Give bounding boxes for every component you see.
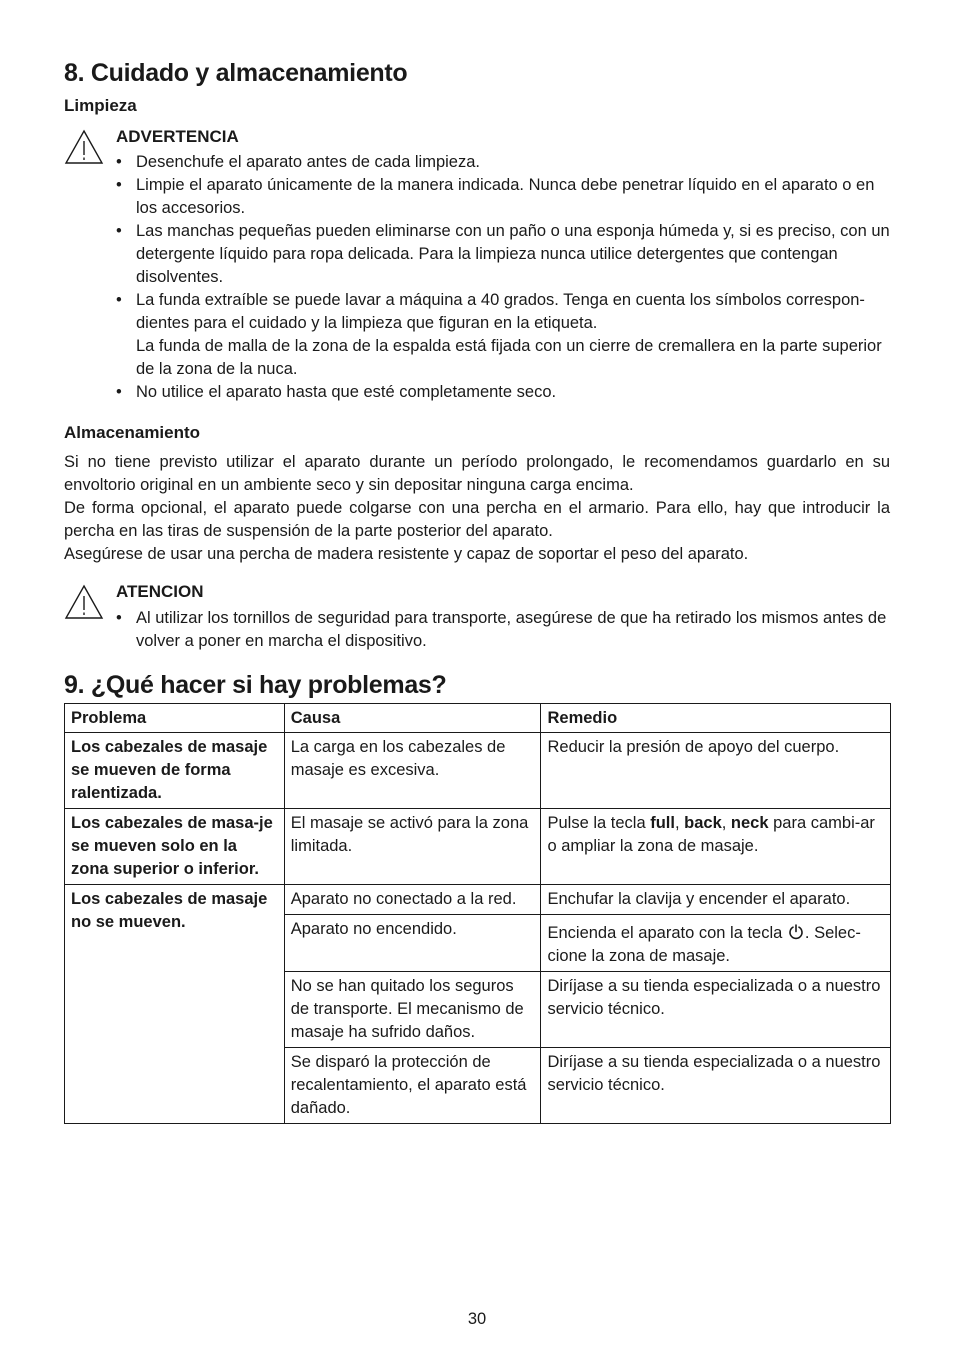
problem-cell: Los cabezales de masa-je se mueven solo en la zona superior o inferior. (65, 809, 285, 885)
table-header-row (65, 704, 891, 733)
cause-cell: Aparato no conectado a la red. (284, 885, 541, 915)
section-9-title: 9. ¿Qué hacer si hay problemas? (64, 671, 447, 699)
caution-title: ATENCION (116, 582, 204, 601)
remedy-text: para cambi-ar o ampliar la zona de masaje. (547, 814, 875, 855)
section-8-title: 8. Cuidado y almacenamiento (64, 59, 408, 87)
cause-cell: No se han quitado los seguros de transporte. El mecanismo de masaje ha sufrido daños. (284, 972, 541, 1048)
table-row (65, 885, 891, 915)
paragraph: Asegúrese de usar una percha de madera resistente y capaz de soportar el peso del aparato. (64, 545, 749, 563)
remedy-cell: Diríjase a su tienda especializada o a nuestro servicio técnico. (541, 1048, 891, 1124)
table-row (65, 809, 891, 885)
list-item-continuation: La funda de malla de la zona de la espalda está fijada con un cierre de cremallera en la parte superior de la zona de la nuca. (136, 337, 882, 378)
list-item: • Al utilizar los tornillos de seguridad para transporte, asegúrese de que ha retirado los mismos antes de volver a poner en marcha el dispositivo. (116, 607, 890, 653)
cleaning-warning-list (116, 151, 890, 404)
problem-cell: Los cabezales de masaje se mueven de forma ralentizada. (65, 733, 285, 809)
column-header-cause: Causa (284, 704, 541, 733)
list-item (116, 289, 890, 381)
cause-cell: La carga en los cabezales de masaje es excesiva. (284, 733, 541, 809)
list-item: • Desenchufe el aparato antes de cada limpieza. (116, 151, 890, 174)
paragraph: Si no tiene previsto utilizar el aparato durante un período prolongado, le recomendamos guardarlo en su envoltorio original en un ambiente seco y sin depositar ninguna carga encima. (64, 453, 890, 494)
remedy-text: , (721, 814, 731, 832)
column-header-remedy: Remedio (541, 704, 891, 733)
warning-triangle-icon (64, 129, 104, 165)
power-icon (788, 924, 804, 940)
remedy-text: Encienda el aparato con la tecla (547, 924, 787, 942)
storage-paragraphs (64, 451, 890, 566)
remedy-text: Pulse la tecla (547, 814, 651, 832)
key-back-label: back (684, 814, 722, 832)
remedy-cell: Reducir la presión de apoyo del cuerpo. (541, 733, 891, 809)
key-full-label: full (650, 814, 675, 832)
remedy-cell: Enchufar la clavija y encender el aparato. (541, 885, 891, 915)
key-neck-label: neck (730, 814, 769, 832)
cause-cell: Aparato no encendido. (284, 915, 541, 972)
storage-heading: Almacenamiento (64, 423, 201, 442)
remedy-cell: Diríjase a su tienda especializada o a nuestro servicio técnico. (541, 972, 891, 1048)
cause-cell: El masaje se activó para la zona limitada. (284, 809, 541, 885)
remedy-text: , (674, 814, 685, 832)
list-item: • Limpie el aparato únicamente de la manera indicada. Nunca debe penetrar líquido en el aparato o en los accesorios. (116, 174, 890, 220)
list-item: • No utilice el aparato hasta que esté completamente seco. (116, 381, 890, 404)
cause-cell: Se disparó la protección de recalentamiento, el aparato está dañado. (284, 1048, 541, 1124)
list-item-text: La funda extraíble se puede lavar a máquina a 40 grados. Tenga en cuenta los símbolos correspon-dientes para el cuidado y la limpieza que figuran en la etiqueta. (136, 291, 865, 332)
paragraph: De forma opcional, el aparato puede colgarse con una percha en el armario. Para ello, hay que introducir la percha en las tiras de suspensión de la parte posterior del aparato. (64, 499, 890, 540)
troubleshooting-table (64, 703, 891, 1124)
problem-cell: Los cabezales de masaje no se mueven. (65, 885, 285, 1124)
table-row (65, 733, 891, 809)
remedy-cell (541, 809, 891, 885)
caution-list (116, 607, 890, 653)
warning-title: ADVERTENCIA (116, 127, 239, 146)
caution-triangle-icon (64, 584, 104, 620)
remedy-cell (541, 915, 891, 972)
column-header-problem: Problema (65, 704, 285, 733)
cleaning-heading: Limpieza (64, 96, 137, 115)
page-number: 30 (467, 1310, 487, 1328)
remedy-text: . Selec-cione la zona de masaje. (547, 924, 861, 965)
list-item: • Las manchas pequeñas pueden eliminarse con un paño o una esponja húmeda y, si es preciso, con un detergente líquido para ropa delicada. Para la limpieza nunca utilice detergentes que contengan disolventes. (116, 220, 890, 289)
